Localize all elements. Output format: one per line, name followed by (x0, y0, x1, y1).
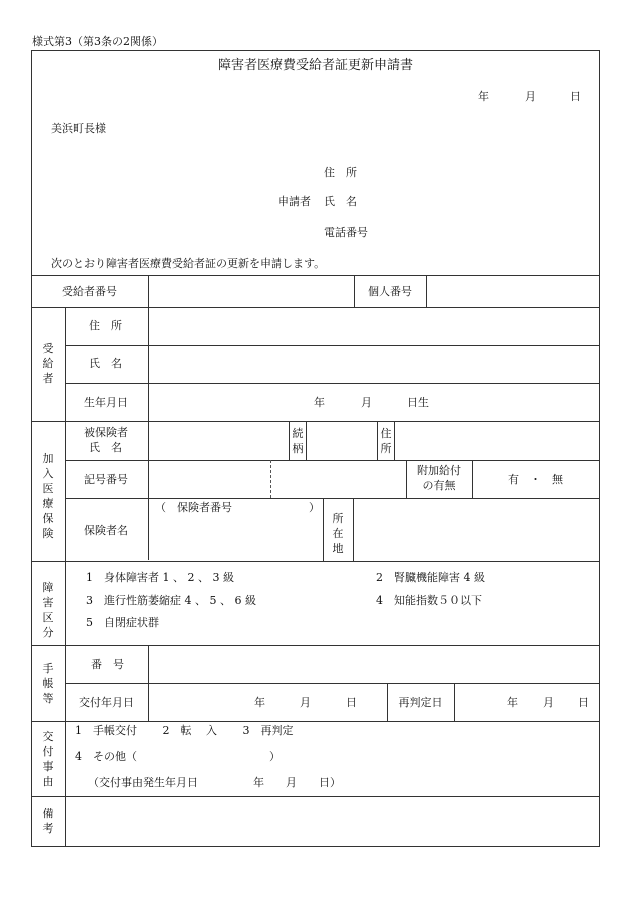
dashed-divider (270, 460, 271, 498)
date-day: 日 (570, 90, 581, 103)
insurer-name-label: 保険者名 (84, 524, 128, 537)
relation-label: 続柄 (292, 427, 304, 455)
disability-item-5: 5 自閉症状群 (86, 616, 159, 629)
insured-name-label-line2: 氏 名 (89, 441, 122, 454)
insurer-number-label: （ 保険者番号 ） (155, 501, 320, 514)
addressee: 美浜町長様 (51, 122, 106, 135)
cell-divider (323, 498, 324, 561)
issue-month: 月 (300, 696, 311, 709)
section-label-divider (65, 307, 66, 846)
cell-divider (454, 683, 455, 721)
cell-divider (426, 275, 427, 307)
outer-border-right (599, 50, 600, 847)
remarks-section-label: 備考 (42, 807, 54, 835)
row-divider (65, 683, 600, 684)
recipient-number-label: 受給者番号 (62, 285, 117, 298)
form-title: 障害者医療費受給者証更新申請書 (217, 58, 413, 73)
form-label: 様式第3（第3条の2関係） (32, 35, 163, 48)
rejudge-year: 年 (507, 696, 518, 709)
rejudge-day: 日 (578, 696, 589, 709)
location-label: 所在地 (332, 512, 344, 555)
disability-item-2: 2 腎臓機能障害 4 級 (376, 571, 485, 584)
label-column-divider (148, 275, 149, 560)
cell-divider (377, 421, 378, 460)
reason-line-1: 1 手帳交付 2 転 入 3 再判定 (75, 724, 294, 737)
recipient-address-label: 住 所 (89, 319, 122, 332)
row-divider (31, 721, 600, 722)
label-column-divider (148, 645, 149, 721)
birth-month: 月 (361, 396, 372, 409)
outer-border-bottom (31, 846, 600, 847)
recipient-name-label: 氏 名 (89, 357, 122, 370)
row-divider (31, 796, 600, 797)
disability-section-label: 障害区分 (42, 581, 54, 639)
cell-divider (353, 498, 354, 561)
rejudge-date-label: 再判定日 (398, 696, 443, 709)
issue-year: 年 (254, 696, 265, 709)
date-month: 月 (525, 90, 536, 103)
residence-label: 住所 (380, 427, 392, 455)
recipient-birthdate-label: 生年月日 (84, 396, 128, 409)
outer-border-top (31, 50, 600, 51)
issue-day: 日 (346, 696, 357, 709)
birth-year: 年 (314, 396, 325, 409)
insurance-section-label: 加入医療保険 (42, 452, 54, 540)
application-statement: 次のとおり障害者医療費受給者証の更新を申請します。 (51, 257, 326, 270)
rejudge-month: 月 (543, 696, 554, 709)
reason-section-label: 交付事由 (42, 730, 54, 788)
applicant-name-label: 氏 名 (324, 195, 357, 208)
issue-date-label: 交付年月日 (79, 696, 134, 709)
birth-day: 日生 (407, 396, 429, 409)
row-divider (31, 421, 600, 422)
recipient-section-label: 受給者 (42, 342, 54, 385)
disability-item-3: 3 進行性筋萎縮症 4 、 5 、 6 級 (86, 594, 256, 607)
row-divider (65, 460, 600, 461)
handbook-number-label: 番 号 (91, 658, 124, 671)
symbol-number-label: 記号番号 (84, 473, 128, 486)
applicant-address-label: 住 所 (324, 166, 357, 179)
row-divider (31, 275, 600, 276)
reason-line-3: （交付事由発生年月日 年 月 日） (88, 776, 341, 789)
additional-benefit-label-line1: 附加給付 (417, 464, 461, 477)
additional-benefit-value: 有 ・ 無 (508, 473, 563, 486)
row-divider (65, 383, 600, 384)
handbook-section-label: 手帳等 (42, 662, 54, 705)
cell-divider (394, 421, 395, 460)
applicant-label: 申請者 (278, 195, 311, 208)
disability-item-1: 1 身体障害者 1 、 2 、 3 級 (86, 571, 234, 584)
additional-benefit-label-line2: の有無 (422, 479, 456, 492)
insured-name-label-line1: 被保険者 (84, 426, 128, 439)
row-divider (65, 345, 600, 346)
disability-item-4: 4 知能指数５０以下 (376, 594, 482, 607)
reason-line-2: 4 その他（ ） (75, 750, 280, 763)
outer-border-left (31, 50, 32, 847)
row-divider (31, 561, 600, 562)
cell-divider (306, 421, 307, 460)
applicant-phone-label: 電話番号 (324, 226, 368, 239)
cell-divider (289, 421, 290, 460)
row-divider (65, 498, 600, 499)
row-divider (31, 645, 600, 646)
date-year: 年 (478, 90, 489, 103)
row-divider (31, 307, 600, 308)
personal-number-label: 個人番号 (368, 285, 412, 298)
